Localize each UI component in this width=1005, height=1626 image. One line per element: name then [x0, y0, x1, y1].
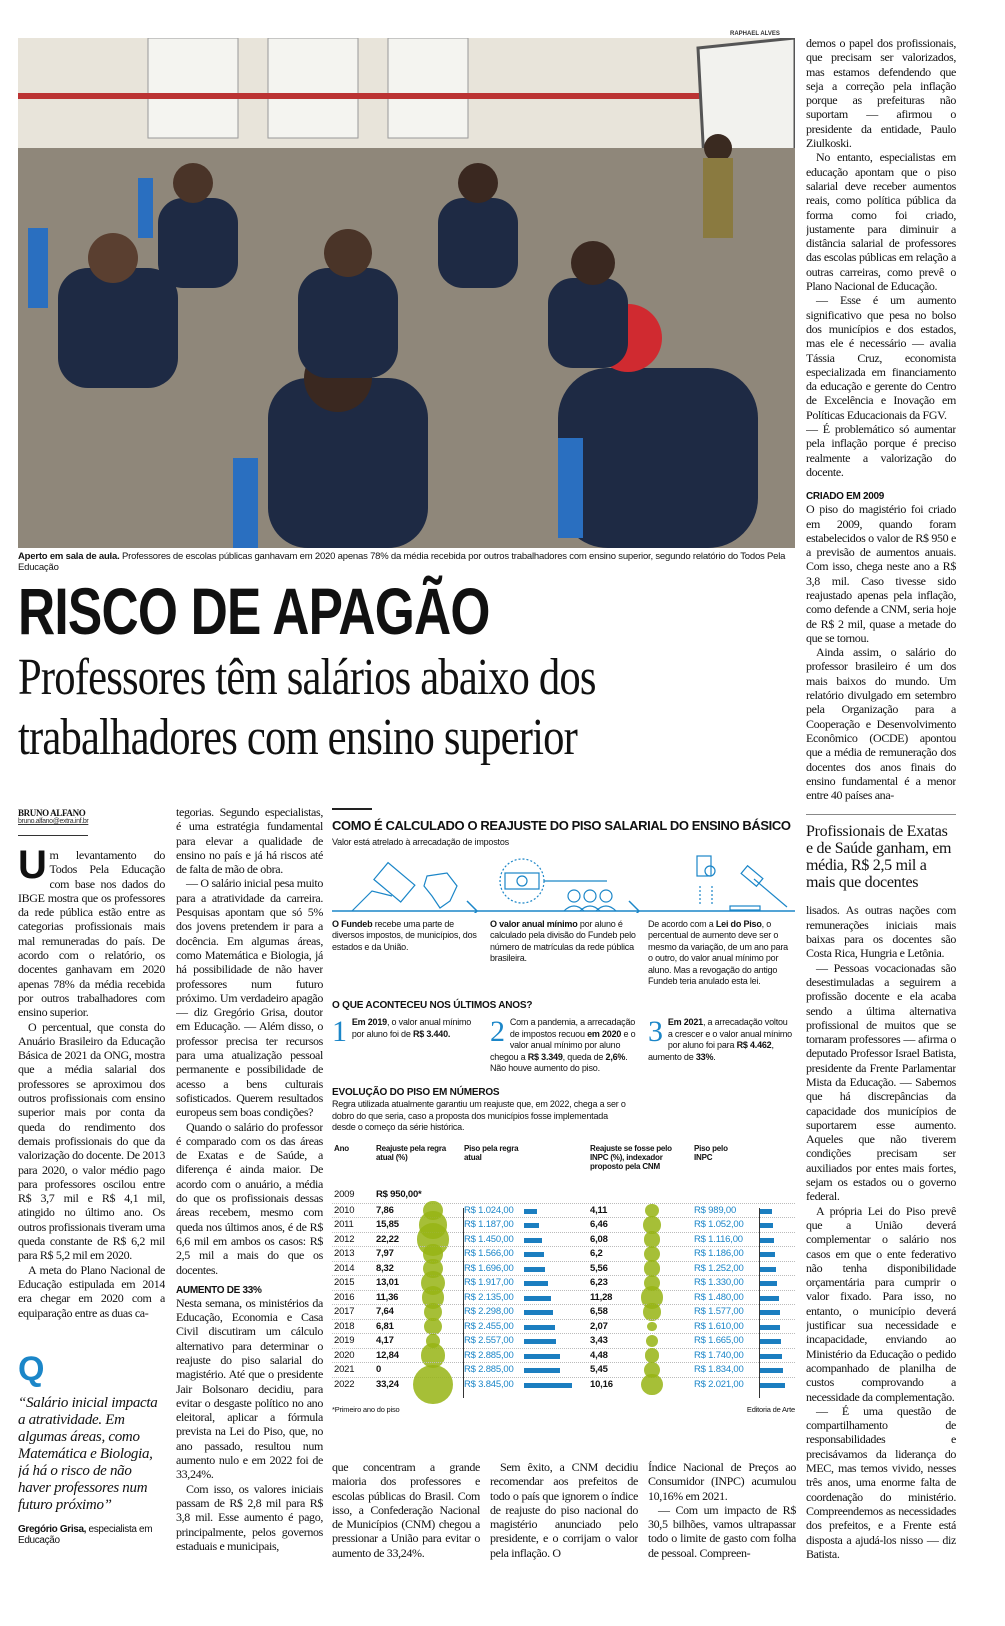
piso-inpc-bar: [760, 1281, 777, 1286]
piso-bar: [524, 1296, 551, 1301]
piso-inpc-bar: [760, 1310, 780, 1315]
inpc-cell: 6,46: [590, 1219, 608, 1230]
step-number: 3: [648, 1015, 663, 1048]
piso-cell: R$ 1.450,00: [464, 1233, 514, 1245]
piso-bar: [524, 1238, 542, 1243]
gavel-icon: [730, 865, 787, 909]
flow-step-bold: O Fundeb: [332, 918, 373, 929]
article-column-1: [18, 808, 165, 1563]
table-row: [332, 1362, 795, 1377]
reajuste-cell: 7,97: [376, 1248, 394, 1259]
divider: [332, 808, 372, 810]
flow-step-text: De acordo com a: [648, 918, 716, 929]
year-cell: 2015: [334, 1277, 355, 1288]
piso-inpc-cell: R$ 1.116,00: [694, 1233, 743, 1245]
salary-table: [332, 1140, 795, 1400]
reajuste-cell: 22,22: [376, 1233, 399, 1245]
piso-bar: [524, 1354, 560, 1359]
source-credit: Editoria de Arte: [746, 1404, 795, 1414]
year-cell: 2010: [334, 1204, 355, 1216]
piso-inpc-bar: [760, 1383, 785, 1388]
piso-cell: R$ 2.455,00: [464, 1320, 514, 1332]
infographic: [332, 808, 795, 1415]
piso-cell: R$ 1.566,00: [464, 1248, 514, 1259]
piso-bar: [524, 1383, 572, 1388]
flow-step: [648, 919, 794, 988]
step-text: Em 2021, a arrecadação voltou a crescer e o valor anual mínimo por aluno foi para R$ 4.462, aumento de 33%.: [648, 1017, 792, 1062]
piso-cell: R$ 2.298,00: [464, 1306, 514, 1317]
piso-inpc-bar: [760, 1252, 775, 1257]
piso-inpc-cell: R$ 989,00: [694, 1204, 737, 1216]
inpc-bubble: [646, 1335, 659, 1348]
drop-cap: U: [18, 843, 47, 887]
flow-step-bold: Lei do Piso: [715, 918, 762, 929]
photo-caption: [18, 551, 795, 573]
piso-bar: [524, 1209, 537, 1214]
classroom-photo: [18, 38, 795, 548]
piso-cell: R$ 2.885,00: [464, 1349, 514, 1361]
article-column-4: [490, 1460, 638, 1560]
inpc-cell: 5,56: [590, 1262, 608, 1274]
flow-diagram: [332, 851, 795, 913]
reajuste-cell: 7,86: [376, 1204, 394, 1216]
paragraph: A própria Lei do Piso prevê que a União deverá complementar o salário nos casos em que o ente federativo não tenha disponibilidade orçamentária para cumprir o valor fixado. Para isso, no entanto, o município deverá justificar sua necessidade e incapacidade, enviando ao Ministério da Educação o pedido acompanhado de planilha de custos comprovando a necessidade da complementação.: [806, 1203, 956, 1404]
piso-bar: [524, 1223, 539, 1228]
money-cycle-icon: [500, 859, 544, 903]
table-row: [332, 1290, 795, 1305]
divider: [18, 835, 88, 836]
reajuste-bubble: [413, 1365, 452, 1404]
table-row: [332, 1246, 795, 1261]
recent-years: [332, 1017, 795, 1075]
pull-quote: Profissionais de Exatas e de Saúde ganham, em média, R$ 2,5 mil a mais que docentes: [806, 814, 956, 891]
reajuste-cell: 11,36: [376, 1291, 399, 1303]
infographic-title: COMO É CALCULADO O REAJUSTE DO PISO SALARIAL DO ENSINO BÁSICO: [332, 818, 791, 833]
piso-inpc-cell: R$ 1.186,00: [694, 1248, 744, 1259]
piso-inpc-cell: R$ 1.480,00: [694, 1291, 744, 1303]
article-column-3: [332, 1460, 480, 1560]
article-column-2: [176, 805, 323, 1560]
quote-author: [18, 1524, 165, 1546]
paragraph: Quando o salário do professor é comparado com os das áreas de Exatas e de Saúde, a diferença é ainda maior. De acordo com o anuário, a média do que os profissionais dessas áreas recebem, mesmo com queda nos últimos anos, é de R$ 6,6 mil em ambos os casos: R$ 2,5 mil a mais do que os docentes.: [176, 1119, 323, 1277]
piso-inpc-cell: R$ 1.252,00: [694, 1262, 744, 1274]
piso-inpc-cell: R$ 2.021,00: [694, 1378, 744, 1390]
piso-cell: R$ 3.845,00: [464, 1378, 514, 1390]
reajuste-cell: 13,01: [376, 1277, 399, 1288]
piso-cell: R$ 1.696,00: [464, 1262, 514, 1274]
quote-icon: Q: [18, 1349, 45, 1388]
table-row: [332, 1275, 795, 1290]
piso-inpc-bar: [760, 1325, 780, 1330]
article-column-5: [648, 1460, 796, 1560]
recent-years-title: O QUE ACONTECEU NOS ÚLTIMOS ANOS?: [332, 999, 533, 1011]
piso-inpc-cell: R$ 1.665,00: [694, 1335, 744, 1346]
paragraph: Ainda assim, o salário do professor brasileiro é um dos mais baixos do mundo. Um relatório divulgado em setembro pela Organização para a Cooperação e Desenvolvimento Econômico (OCDE) apontou que a média de remuneração dos docentes dos anos finais do ensino fundamental é a menor entre 40 países ana-: [806, 645, 956, 803]
flow-step-text: recebe uma parte de diversos impostos, de municípios, dos estados e da União.: [332, 918, 477, 952]
reajuste-cell: 33,24: [376, 1378, 399, 1390]
students-icon: [544, 881, 616, 911]
infographic-footer: [332, 1404, 795, 1416]
piso-inpc-bar: [760, 1267, 776, 1272]
table-row: [332, 1333, 795, 1348]
piso-inpc-bar: [760, 1296, 779, 1301]
inpc-bubble: [647, 1322, 657, 1332]
paragraph: — É problemático só aumentar pela inflação porque é preciso realmente a valorização do docente.: [806, 422, 956, 479]
paragraph: Nesta semana, os ministérios da Educação, Economia e Casa Civil discutiram um cálculo alternativo para determinar o reajuste do piso salarial do magistério. Até que o presidente Jair Bolsonaro decidiu, para evitar o desgaste político no ano eleitoral, aplicar a fórmula prevista na Lei do Piso, que, no ano passado, resultou num aumento nulo e em 2022 foi de 33,24%.: [176, 1295, 323, 1482]
table-row: [332, 1348, 795, 1363]
paragraph: Índice Nacional de Preços ao Consumidor (INPC) acumulou 10,16% em 2021.: [648, 1460, 796, 1503]
table-row: [332, 1304, 795, 1319]
quote-author-name: Gregório Grisa,: [18, 1523, 87, 1535]
year-cell: 2014: [334, 1262, 355, 1274]
piso-cell: R$ 1.024,00: [464, 1204, 514, 1216]
table-subtitle: Regra utilizada atualmente garantiu um reajuste que, em 2022, chega a ser o dobro do que seria, caso a proposta dos municípios fosse implementada desde o começo da série histórica.: [332, 1099, 626, 1132]
piso-bar: [524, 1252, 544, 1257]
infographic-subtitle: Valor está atrelado à arrecadação de impostos: [332, 837, 509, 847]
section-subhead: CRIADO EM 2009: [806, 491, 885, 503]
table-title: EVOLUÇÃO DO PISO EM NÚMEROS: [332, 1086, 500, 1098]
reajuste-cell: 6,81: [376, 1320, 394, 1332]
paragraph: A meta do Plano Nacional de Educação estipulada em 2014 era chegar em 2020 com a equiparação entre as duas ca-: [18, 1262, 165, 1320]
year-cell: 2011: [334, 1219, 354, 1230]
flow-step: [490, 919, 636, 988]
paragraph: — Com um impacto de R$ 30,5 bilhões, vamos ultrapassar todo o limite de gasto com folha de pessoal. Compreen-: [648, 1502, 796, 1560]
subheadline-line: Professores têm salários abaixo dos: [18, 649, 596, 706]
step-text: Com a pandemia, a arrecadação de impostos recuou em 2020 e o valor anual mínimo por aluno chegou a R$ 3.349, queda de 2,6%. Não houve aumento do piso.: [490, 1017, 636, 1073]
inpc-cell: 5,45: [590, 1364, 608, 1375]
paragraph: — O salário inicial pesa muito para a atratividade da carreira. Pesquisas apontam que só 5% dos jovens pretendem ir para a docência. Em algumas áreas, como Matemática e Biologia, já há possibilidade de não haver professores num futuro próximo. Um verdadeiro apagão — diz Gregório Grisa, doutor em Educação. — Além disso, o professor precisa ter recursos para uma atualização pessoal permanente e possibilidade de acesso a bens culturais sofisticados. Querem resultados europeus sem boas condições?: [176, 876, 323, 1120]
piso-inpc-bar: [760, 1223, 773, 1228]
paragraph: m levantamento do Todos Pela Educação com base nos dados do IBGE mostra que os professores da rede pública estão entre as categorias profissionais mais mal remuneradas do país. De acordo com o relatório, os docentes ganhavam em 2020 apenas 78% da média recebida por outros trabalhadores com ensino superior.: [18, 848, 165, 1020]
pull-quote: [18, 1350, 165, 1546]
byline-email[interactable]: bruno.alfano@extra.inf.br: [18, 818, 89, 825]
headline: RISCO DE APAGÃO: [18, 574, 490, 648]
reajuste-cell: 7,64: [376, 1306, 394, 1317]
piso-cell: R$ 2.885,00: [464, 1364, 514, 1375]
piso-inpc-cell: R$ 1.052,00: [694, 1219, 744, 1230]
year-cell: 2022: [334, 1378, 355, 1390]
quote-author-role: especialista em Educação: [18, 1523, 153, 1546]
year-cell: 2019: [334, 1335, 355, 1346]
flow-step-bold: O valor anual mínimo: [490, 918, 578, 929]
table-row: [332, 1203, 795, 1218]
section-subhead: AUMENTO DE 33%: [176, 1284, 262, 1296]
piso-bar: [524, 1339, 556, 1344]
year-cell: 2009: [334, 1188, 355, 1200]
piso-inpc-cell: R$ 1.330,00: [694, 1277, 744, 1288]
recent-year-step: [332, 1017, 478, 1075]
inpc-bubble: [641, 1374, 663, 1396]
inpc-cell: 11,28: [590, 1291, 613, 1303]
inpc-cell: 3,43: [590, 1335, 608, 1346]
piso-inpc-cell: R$ 1.577,00: [694, 1306, 744, 1317]
brazil-map-icon: [424, 873, 457, 908]
piso-cell: R$ 1.187,00: [464, 1219, 514, 1230]
step-number: 1: [332, 1015, 347, 1048]
piso-inpc-bar: [760, 1339, 781, 1344]
reajuste-cell: 0: [376, 1364, 382, 1375]
piso-bar: [524, 1310, 553, 1315]
recent-year-step: [490, 1017, 636, 1075]
paragraph: demos o papel dos profissionais, que precisam ser valorizados, mas estamos defendendo que seja a correção pela inflação porque as prefeituras não suportam — afirmou o presidente da entidade, Paulo Ziulkoski.: [806, 36, 956, 151]
table-row: [332, 1319, 795, 1334]
caption-text: Professores de escolas públicas ganhavam em 2020 apenas 78% da média recebida por outros trabalhadores com ensino superior, segundo relatório do Todos Pela Educação: [18, 551, 786, 573]
inpc-cell: 6,23: [590, 1277, 608, 1288]
recent-year-step: [648, 1017, 794, 1075]
flow-step-text: por aluno é calculado pela divisão do Fundeb pelo número de matrículas da rede pública brasileira.: [490, 918, 636, 963]
inpc-cell: 4,11: [590, 1204, 608, 1216]
reajuste-cell: 15,85: [376, 1219, 399, 1230]
piso-bar: [524, 1325, 555, 1330]
inpc-cell: 6,2: [590, 1248, 603, 1259]
paragraph: Sem êxito, a CNM decidiu recomendar aos prefeitos de todo o país que ignorem o índice de reajuste do piso nacional do magistério anunciado pelo presidente, e o corrijam o valor pela inflação. O: [490, 1460, 638, 1560]
paragraph: — É uma questão de compartilhamento de responsabilidades e precisávamos da liderança do MEC, mas temos vivido, nesses três anos, uma enorme falta de coordenação do ministério. Compreendemos as necessidades dos prefeitos, e a Frente está disposta a ajudá-los nisso — diz Batista.: [806, 1403, 956, 1561]
inpc-bubble: [645, 1204, 659, 1218]
header-inpc: Reajuste se fosse pelo INPC (%), indexador proposto pela CNM: [590, 1143, 672, 1171]
table-row: [332, 1232, 795, 1247]
inpc-cell: 10,16: [590, 1378, 613, 1390]
paragraph: No entanto, especialistas em educação apontam que o piso salarial deve receber aumentos reais, como política pública da forma como foi criado, justamente para diminuir a distância salarial de professores das escolas públicas em relação a outras carreiras, como prevê o Plano Nacional de Educação.: [806, 150, 956, 294]
piso-bar: [524, 1368, 560, 1373]
year-cell: 2021: [334, 1364, 355, 1375]
inpc-cell: 4,48: [590, 1349, 608, 1361]
piso-inpc-bar: [760, 1354, 782, 1359]
value-cell: R$ 950,00*: [376, 1188, 422, 1200]
header-year: Ano: [334, 1143, 349, 1153]
year-cell: 2016: [334, 1291, 355, 1303]
byline-name: BRUNO ALFANO: [18, 808, 86, 818]
paragraph: que concentram a grande maioria dos professores e escolas públicas do Brasil. Com isso, a Confederação Nacional de Municípios (CNM) chegou a pressionar a União para evitar o aumento de 33,24%.: [332, 1460, 480, 1560]
piso-cell: R$ 2.557,00: [464, 1335, 514, 1346]
piso-inpc-cell: R$ 1.740,00: [694, 1349, 744, 1361]
step-text: Em 2019, o valor anual mínimo por aluno foi de R$ 3.440.: [351, 1017, 472, 1039]
paragraph: — Pessoas vocacionadas são desestimuladas a seguirem a profissão docente e ela acaba sendo a última alternativa profissional de muitos que se tornaram professores — afirma o deputado Professor Israel Batista, presidente da Frente Parlamentar Mista da Educação. — Sabemos que há discrepâncias da capacidade dos municípios de suportarem esse aumento. Aqueles que não tiverem condições precisam ser auxiliados por entes mais fortes, sejam os estados ou o governo federal.: [806, 960, 956, 1204]
subheadline: [18, 648, 596, 768]
paragraph: tegorias. Segundo especialistas, é uma estratégia fundamental para elevar a qualidade de ensino no país e já há riscos até de falta de mão de obra.: [176, 805, 323, 877]
paragraph: O piso do magistério foi criado em 2009, quando foram estabelecidos o valor de R$ 950 e a previsão de aumentos anuais. Com isso, chega neste ano a R$ 3,8 mil. Caso tivesse sido reajustado apenas pela inflação, como defende a CNM, seria hoje de R$ 2 mil, quase a metade do que se tornou.: [806, 502, 956, 645]
caption-lead: Aperto em sala de aula.: [18, 551, 120, 562]
document-search-icon: [697, 856, 715, 906]
piso-inpc-bar: [760, 1209, 772, 1214]
table-row: [332, 1217, 795, 1232]
table-row: [332, 1188, 795, 1203]
header-reajuste: Reajuste pela regra atual (%): [376, 1143, 447, 1162]
paragraph: lisados. As outras nações com remunerações iniciais mais baixas para os docentes são Costa Rica, Hungria e Letônia.: [806, 903, 956, 961]
inpc-cell: 6,08: [590, 1233, 608, 1245]
inpc-bubble: [645, 1348, 659, 1362]
reajuste-cell: 4,17: [376, 1335, 394, 1346]
year-cell: 2012: [334, 1233, 355, 1245]
paragraph: O percentual, que consta do Anuário Brasileiro da Educação Básica de 2021 da ONG, mostra que a média salarial dos professores se aproximou dos outros profissionais com ensino superior mais por conta da queda do rendimento dos demais profissionais do que da valorização do docente. De 2013 para 2020, o valor médio pago para professores oscilou entre R$ 3,7 mil e R$ 4,1 mil, atingido no último ano. Os outros profissionais tiveram uma queda constante de R$ 6,2 mil para R$ 5,2 mil em 2020.: [18, 1019, 165, 1263]
piso-bar: [524, 1281, 548, 1286]
footnote: *Primeiro ano do piso: [332, 1404, 400, 1414]
table-row: [332, 1261, 795, 1276]
photo-credit: RAPHAEL ALVES: [730, 31, 780, 37]
piso-inpc-cell: R$ 1.610,00: [694, 1320, 744, 1332]
table-row: [332, 1377, 795, 1392]
year-cell: 2020: [334, 1349, 355, 1361]
year-cell: 2018: [334, 1320, 355, 1332]
flow-steps: [332, 919, 795, 988]
header-piso-inpc: Piso pelo INPC: [694, 1143, 728, 1162]
header-piso: Piso pela regra atual: [464, 1143, 519, 1162]
flow-step: [332, 919, 478, 988]
piso-inpc-bar: [760, 1238, 774, 1243]
article-column-right: [806, 36, 956, 1566]
paragraph: — Esse é um aumento significativo que pesa no bolso dos municípios e dos estados, mas ele é necessário — avalia Tássia Cruz, economista especializada em financiamento da educação e gerente do Centro de Excelência e Inovação em Políticas Educacionais da FGV.: [806, 293, 956, 422]
piso-cell: R$ 1.917,00: [464, 1277, 514, 1288]
year-cell: 2013: [334, 1248, 355, 1259]
paragraph: Com isso, os valores iniciais passam de R$ 2,8 mil para R$ 3,8 mil. Esse aumento é pago, principalmente, pelos governos estaduais e municipais,: [176, 1481, 323, 1553]
money-hand-icon: [352, 862, 415, 910]
inpc-cell: 6,58: [590, 1306, 608, 1317]
inpc-cell: 2,07: [590, 1320, 608, 1332]
reajuste-cell: 8,32: [376, 1262, 394, 1274]
classroom-photo-illustration: [18, 38, 795, 548]
step-number: 2: [490, 1015, 505, 1048]
piso-inpc-bar: [760, 1368, 783, 1373]
flow-step-text: , o percentual de aumento deve ser o mesmo da variação, de um ano para o outro, do valor anual mínimo por aluno. Mas a revogação do antigo Fundeb teria anulado esta lei.: [648, 918, 788, 986]
reajuste-cell: 12,84: [376, 1349, 399, 1361]
year-cell: 2017: [334, 1306, 355, 1317]
piso-cell: R$ 2.135,00: [464, 1291, 514, 1303]
quote-text: “Salário inicial impacta a atratividade. Em algumas áreas, como Matemática e Biologia, já há o risco de não haver professores num futuro próximo”: [18, 1394, 158, 1513]
piso-bar: [524, 1267, 545, 1272]
subheadline-line: trabalhadores com ensino superior: [18, 709, 578, 766]
piso-inpc-cell: R$ 1.834,00: [694, 1364, 744, 1375]
